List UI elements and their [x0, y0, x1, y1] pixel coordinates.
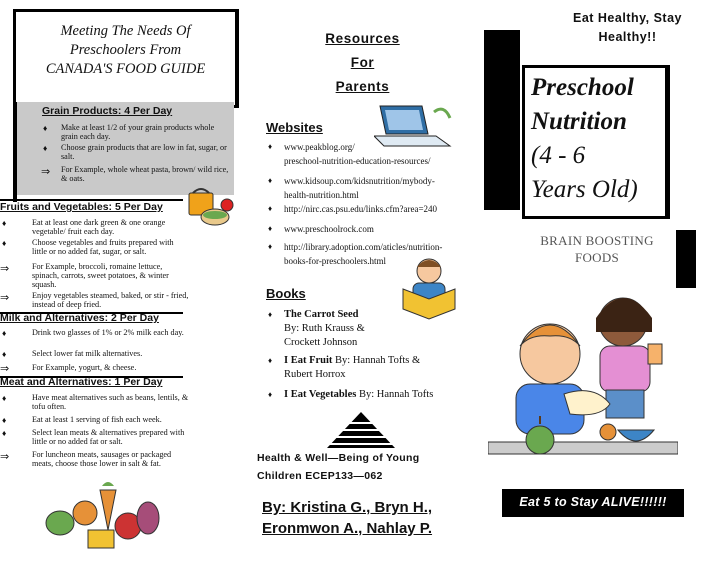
brain-boosting-foods — [527, 232, 667, 266]
book-2 — [284, 354, 459, 382]
resources-title — [300, 27, 425, 99]
authors — [262, 497, 432, 539]
vegetables-clipart — [40, 478, 165, 553]
resources-line-1: Resources — [325, 31, 400, 46]
main-title — [531, 71, 638, 207]
book-3-title: I Eat Vegetables — [284, 389, 357, 400]
diamond-bullet-icon: ♦ — [268, 176, 273, 185]
tagline-line-2: Healthy!! — [598, 30, 657, 44]
grain-heading: Grain Products: 4 Per Day — [42, 105, 173, 117]
black-side-bar-right — [676, 230, 696, 288]
book-1-title: The Carrot Seed — [284, 309, 359, 320]
website-link-1[interactable] — [284, 140, 430, 168]
diamond-bullet-icon: ♦ — [2, 349, 7, 359]
diamond-bullet-icon: ♦ — [2, 428, 7, 438]
diamond-bullet-icon: ♦ — [43, 143, 48, 153]
book-2-title: I Eat Fruit — [284, 355, 333, 366]
child-reading-clipart — [395, 255, 470, 320]
website-link-2[interactable] — [284, 174, 435, 202]
grain-item-2: Choose grain products that are low in fat, sugar, or salt. — [61, 143, 227, 161]
diamond-bullet-icon: ♦ — [268, 224, 273, 233]
tagline-line-1: Eat Healthy, Stay — [572, 11, 682, 25]
diamond-bullet-icon: ♦ — [268, 142, 273, 151]
guide-title-line-1: Meeting The Needs Of — [60, 23, 191, 39]
book-2-line-1: By: Hannah Tofts & — [335, 355, 421, 366]
panel-shadow — [13, 102, 17, 202]
book-1-line-1: By: Ruth Krauss & — [284, 323, 365, 334]
black-side-bar — [484, 30, 520, 210]
main-title-line-4: Years Old) — [531, 176, 638, 203]
website-5-line-2: books-for-preschoolers.html — [284, 256, 387, 266]
diamond-bullet-icon: ♦ — [2, 393, 7, 403]
book-1 — [284, 308, 365, 350]
websites-heading: Websites — [266, 120, 323, 135]
arrow-bullet-icon: ⇒ — [0, 263, 10, 275]
website-link-3[interactable]: http://nirc.cas.psu.edu/links.cfm?area=240 — [284, 204, 438, 214]
main-title-line-2: Nutrition — [531, 108, 627, 135]
fruits-item-2: Choose vegetables and fruits prepared with little or no added fat, sugar, or salt. — [32, 238, 174, 256]
subtitle-line-1: BRAIN BOOSTING — [540, 233, 654, 248]
meat-heading: Meat and Alternatives: 1 Per Day — [0, 376, 163, 388]
fruits-item-1: Eat at least one dark green & one orange vegetable/ fruit each day. — [32, 218, 166, 236]
diamond-bullet-icon: ♦ — [268, 356, 273, 365]
resources-line-2: For — [350, 55, 375, 70]
book-2-line-2: Rubert Horrox — [284, 369, 346, 380]
authors-line-1: By: Kristina G., Bryn H., — [262, 499, 433, 516]
website-2-line-2: health-nutrition.html — [284, 190, 359, 200]
diamond-bullet-icon: ♦ — [268, 242, 273, 251]
meat-item-1: Have meat alternatives such as beans, lentils, & tofu often. — [32, 393, 189, 411]
meat-item-4: For luncheon meats, sausages or packaged meats, choose those lower in salt & fat. — [32, 450, 172, 468]
main-title-line-1: Preschool — [531, 74, 634, 101]
grain-item-1: Make at least 1/2 of your grain products whole grain each day. — [61, 123, 215, 141]
website-2-line-1: www.kidsoup.com/kidsnutrition/mybody- — [284, 176, 435, 186]
course-info — [257, 449, 419, 485]
website-1-line-1: www.peakblog.org/ — [284, 142, 355, 152]
milk-heading: Milk and Alternatives: 2 Per Day — [0, 312, 159, 324]
authors-line-2: Eronmwon A., Nahlay P. — [262, 520, 433, 537]
diamond-bullet-icon: ♦ — [2, 218, 7, 228]
website-link-4[interactable]: www.preschoolrock.com — [284, 224, 374, 234]
meat-item-2: Eat at least 1 serving of fish each week. — [32, 415, 162, 424]
main-title-line-3: (4 - 6 — [531, 142, 586, 169]
tagline — [530, 9, 725, 47]
diamond-bullet-icon: ♦ — [43, 123, 48, 133]
fruits-item-4: Enjoy vegetables steamed, baked, or stir - fried, instead of deep fried. — [32, 291, 189, 309]
diamond-bullet-icon: ♦ — [2, 415, 7, 425]
resources-line-3: Parents — [335, 79, 390, 94]
subtitle-line-2: FOODS — [574, 250, 620, 265]
arrow-bullet-icon: ⇒ — [0, 363, 10, 375]
guide-title-line-3: CANADA'S FOOD GUIDE — [45, 61, 206, 77]
fruits-item-3: For Example, broccoli, romaine lettuce, spinach, carrots, sweet potatoes, & winter squash. — [32, 262, 169, 289]
eat-5-text: Eat 5 to Stay ALIVE!!!!!! — [519, 495, 667, 509]
diamond-bullet-icon: ♦ — [268, 204, 273, 213]
website-1-line-2: preschool-nutrition-education-resources/ — [284, 156, 431, 166]
side-bar-gap — [484, 210, 520, 260]
milk-item-3: For Example, yogurt, & cheese. — [32, 363, 137, 372]
book-3 — [284, 388, 464, 402]
kids-eating-clipart — [488, 282, 678, 477]
eat-5-banner — [502, 489, 684, 517]
book-1-line-2: Crockett Johnson — [284, 337, 358, 348]
book-3-line-1: By: Hannah Tofts — [358, 389, 434, 400]
diamond-bullet-icon: ♦ — [268, 390, 273, 399]
guide-title-line-2: Preschoolers From — [69, 42, 182, 58]
diamond-bullet-icon: ♦ — [268, 310, 273, 319]
guide-title-box — [13, 9, 239, 108]
arrow-bullet-icon: ⇒ — [41, 166, 51, 178]
lunchbox-clipart — [185, 185, 235, 235]
course-line-1: Health & Well—Being of Young — [257, 452, 420, 464]
course-line-2: Children ECEP133—062 — [257, 470, 383, 482]
milk-item-2: Select lower fat milk alternatives. — [32, 349, 143, 358]
fruits-heading: Fruits and Vegetables: 5 Per Day — [0, 201, 163, 213]
books-heading: Books — [266, 286, 306, 301]
grain-item-3: For Example, whole wheat pasta, brown/ wild rice, & oats. — [61, 165, 229, 183]
milk-item-1: Drink two glasses of 1% or 2% milk each day. — [32, 328, 184, 337]
meat-item-3: Select lean meats & alternatives prepared with little or no added fat or salt. — [32, 428, 185, 446]
website-5-line-1: http://library.adoption.com/aticles/nutrition- — [284, 242, 443, 252]
arrow-bullet-icon: ⇒ — [0, 451, 10, 463]
diamond-bullet-icon: ♦ — [2, 328, 7, 338]
college-logo — [325, 410, 397, 450]
diamond-bullet-icon: ♦ — [2, 238, 7, 248]
arrow-bullet-icon: ⇒ — [0, 292, 10, 304]
